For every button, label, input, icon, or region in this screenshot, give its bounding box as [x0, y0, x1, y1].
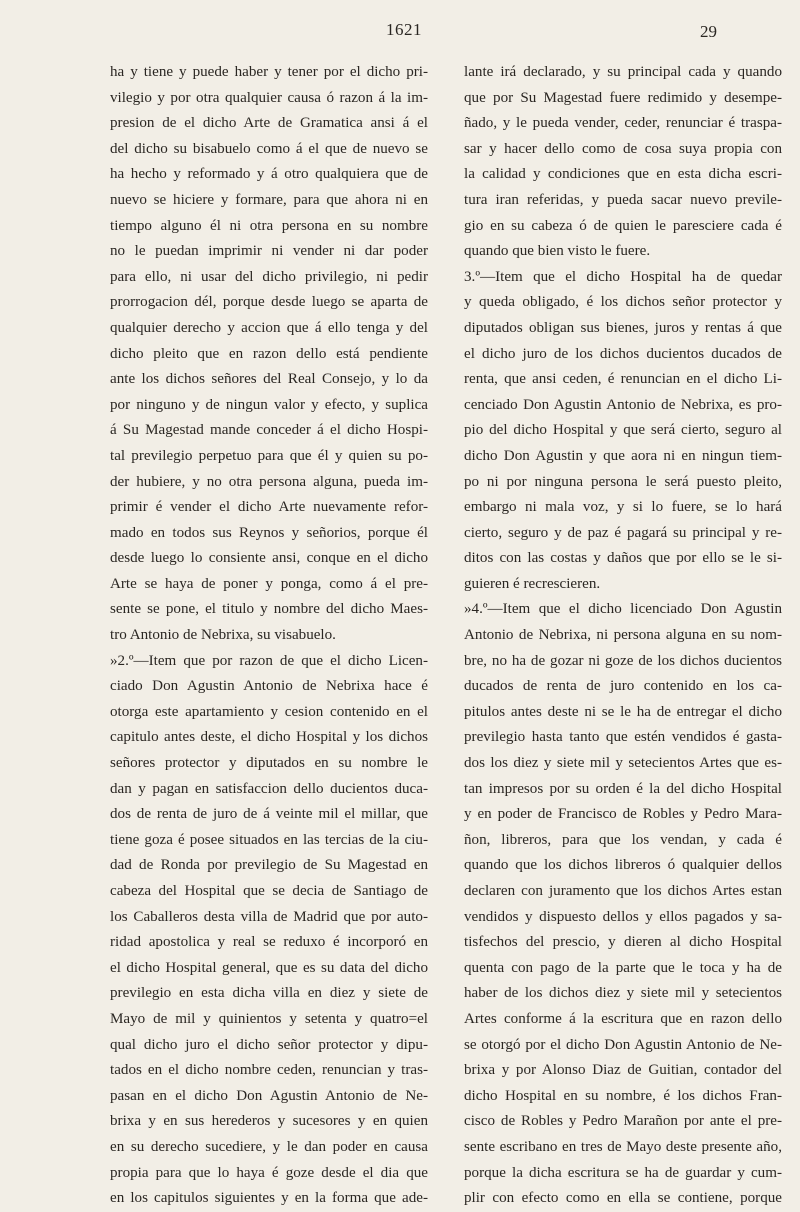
text-line: vilegio y por otra qualquier causa ó razon á la im- [110, 89, 428, 106]
text-line: dicho Hospital en su nombre, é los dichos Fran- [464, 1087, 782, 1104]
text-line: po ni por ninguna persona le será puesto pleito, [464, 473, 782, 490]
text-line: »4.º—Item que el dicho licenciado Don Agustin [464, 601, 782, 618]
text-line: tados en el dicho nombre ceden, renuncian y tras- [110, 1062, 428, 1079]
text-line: plir con efecto como en ella se contiene, porque [464, 1190, 782, 1207]
text-line: ha hecho y reformado y á otro qualquiera que de [110, 166, 428, 183]
text-line: haber de los dichos diez y siete mil y setecientos [464, 985, 782, 1002]
text-line: que por Su Magestad fuere redimido y desempe- [464, 89, 782, 106]
text-line: propia para que lo haya é goze desde el dia que [110, 1164, 428, 1181]
text-line: capitulo antes deste, el dicho Hospital y los dichos [110, 729, 428, 746]
text-line: y en poder de Francisco de Robles y Pedro Mara- [464, 806, 782, 823]
text-line: der hubiere, y no otra persona alguna, pueda im- [110, 473, 428, 490]
text-line: declaren con juramento que los dichos Artes estan [464, 883, 782, 899]
text-line: en los capitulos siguientes y en la forma que ade- [110, 1190, 428, 1207]
text-line: ñado, y le pueda vender, ceder, renunciar é traspa- [464, 115, 782, 132]
text-line: cabeza del Hospital que se decia de Santiago de [110, 883, 428, 899]
right-text-column [464, 60, 782, 1212]
text-line: ante los dichos señores del Real Consejo, y lo da [110, 371, 428, 388]
text-line: porque la dicha escritura se ha de guardar y cum- [464, 1164, 782, 1181]
text-line: tan impresos por su orden é la del dicho Hospital [464, 780, 782, 797]
text-line: cisco de Robles y Pedro Marañon por ante el pre- [464, 1113, 782, 1130]
text-line: ha y tiene y puede haber y tener por el dicho pri- [110, 64, 428, 80]
running-head-year: 1621 [386, 20, 422, 39]
text-line: guieren é recrescieren. [464, 575, 601, 592]
text-line: presion de el dicho Arte de Gramatica ansi á el [110, 115, 428, 132]
text-line: á Su Magestad mande conceder á el dicho Hospi- [110, 422, 428, 439]
text-line: lante irá declarado, y su principal cada y quando [464, 64, 782, 80]
text-line: por ninguno y de ningun valor y efecto, y suplica [110, 396, 428, 413]
text-line: el dicho Hospital general, que es su data del dicho [110, 959, 428, 976]
text-line: para ello, ni usar del dicho privilegio, ni pedir [110, 268, 428, 285]
text-line: tro Antonio de Nebrixa, su visabuelo. [110, 627, 336, 644]
text-line: renta, que ansi ceden, é renuncian en el dicho Li- [464, 371, 782, 388]
text-line: tisfechos del prescio, y dieren al dicho Hospital [464, 934, 782, 951]
text-line: sente escribano en tres de Mayo deste presente año, [464, 1138, 782, 1155]
text-line: brixa y por Alonso Diaz de Guitian, contador del [464, 1062, 782, 1079]
text-line: ñon, libreros, para que los vendan, y cada é [464, 831, 782, 848]
text-line: vendidos y dispuesto dellos y ellos pagados y sa- [464, 908, 782, 925]
text-line: ditos con las costas y daños que por ello se le si- [464, 550, 782, 567]
text-line: sente se pone, el titulo y nombre del dicho Maes- [110, 601, 428, 618]
text-line: bre, no ha de gozar ni goze de los dichos ducientos [464, 652, 782, 669]
text-line: previlegio en esta dicha villa en diez y siete de [110, 985, 428, 1002]
text-line: primir é vender el dicho Arte nuevamente refor- [110, 499, 428, 516]
text-line: dad de Ronda por previlegio de Su Magestad en [110, 857, 428, 874]
text-line: se otorgó por el dicho Don Agustin Antonio de Ne- [464, 1036, 782, 1053]
text-line: quando que bien visto le fuere. [464, 243, 651, 260]
text-line: qualquier derecho y accion que á ello tenga y del [110, 319, 428, 336]
text-line: la calidad y condiciones que en esta dicha escri- [464, 166, 782, 183]
text-line: tiempo alguno él ni otra persona en su nombre [110, 217, 428, 234]
column-gutter [445, 64, 446, 1104]
text-line: Mayo de mil y quinientos y setenta y quatro=el [110, 1010, 428, 1027]
text-line: y queda obligado, é los dichos señor protector y [464, 294, 782, 311]
text-line: nuevo se hiciere y formare, para que ahora ni en [110, 191, 428, 208]
text-line: prorrogacion dél, porque desde luego se aparta de [110, 294, 428, 311]
text-line: 3.º—Item que el dicho Hospital ha de quedar [464, 268, 782, 285]
text-line: cierto, seguro y de paz é pagará su principal y re- [464, 524, 782, 541]
text-line: desde luego lo consiente ansi, conque en el dicho [110, 550, 428, 567]
text-line: los Caballeros desta villa de Madrid que por auto- [110, 908, 428, 925]
text-line: Arte se haya de poner y ponga, como á el pre- [110, 575, 428, 592]
text-line: pitulos antes deste ni se le ha de entregar el dicho [464, 703, 782, 720]
text-line: diputados obligan sus bienes, juros y rentas á que [464, 319, 782, 336]
text-line: otorga este apartamiento y cesion contenido en el [110, 703, 428, 720]
text-line: previlegio hasta tanto que estén vendidos é gasta- [464, 729, 782, 746]
text-line: Antonio de Nebrixa, ni persona alguna en su nom- [464, 627, 782, 644]
text-line: sar y hacer dello como de cosa suya propia con [464, 140, 782, 157]
text-line: Artes conforme á la escritura que en razon dello [464, 1010, 782, 1027]
left-text-column [110, 60, 428, 1212]
text-line: ridad apostolica y real se reduxo é incorporó en [110, 934, 428, 951]
text-line: »2.º—Item que por razon de que el dicho Licen- [110, 652, 428, 669]
text-line: quando que los dichos libreros ó qualquier dellos [464, 857, 782, 874]
text-line: mado en todos sus Reynos y señorios, porque él [110, 524, 428, 541]
text-line: en su derecho sucediere, y le dan poder en causa [110, 1138, 428, 1155]
text-line: embargo ni mala voz, y si lo fuere, se lo hará [464, 499, 782, 516]
text-line: pio del dicho Hospital y que será cierto, seguro al [464, 422, 782, 439]
text-line: pasan en el dicho Don Agustin Antonio de Ne- [110, 1087, 428, 1104]
text-line: quenta con pago de la parte que le toca y ha de [464, 959, 782, 976]
text-line: del dicho su bisabuelo como á el que de nuevo se [110, 140, 428, 157]
text-line: tura iran referidas, y pueda sacar nuevo previle- [464, 191, 782, 208]
text-line: tiene goza é posee situados en las tercias de la ciu- [110, 831, 428, 848]
text-line: ducados de renta de juro contenido en los ca- [464, 678, 782, 695]
text-line: dicho pleito que en razon dello está pendiente [110, 345, 428, 362]
text-line: cenciado Don Agustin Antonio de Nebrixa, es pro- [464, 396, 782, 413]
text-line: no le puedan imprimir ni vender ni dar poder [110, 243, 428, 260]
text-line: dos los diez y siete mil y setecientos Artes que es- [464, 755, 782, 772]
text-line: señores protector y diputados en su nombre le [110, 755, 428, 772]
text-line: ciado Don Agustin Antonio de Nebrixa hace é [110, 678, 428, 695]
text-line: tal previlegio perpetuo para que él y quien su po- [110, 447, 428, 464]
text-line: dos de renta de juro de á veinte mil el millar, que [110, 806, 428, 823]
text-line: qual dicho juro el dicho señor protector y dipu- [110, 1036, 428, 1053]
text-line: dicho Don Agustin y que aora ni en ningun tiem- [464, 447, 782, 464]
text-line: brixa y en sus herederos y sucesores y en quien [110, 1113, 428, 1130]
text-line: el dicho juro de los dichos ducientos ducados de [464, 345, 782, 362]
text-line: gio en su cabeza ó de quien le paresciere cada é [464, 217, 782, 234]
page-number: 29 [700, 22, 717, 41]
text-line: dan y pagan en satisfaccion dello ducientos duca- [110, 780, 428, 797]
